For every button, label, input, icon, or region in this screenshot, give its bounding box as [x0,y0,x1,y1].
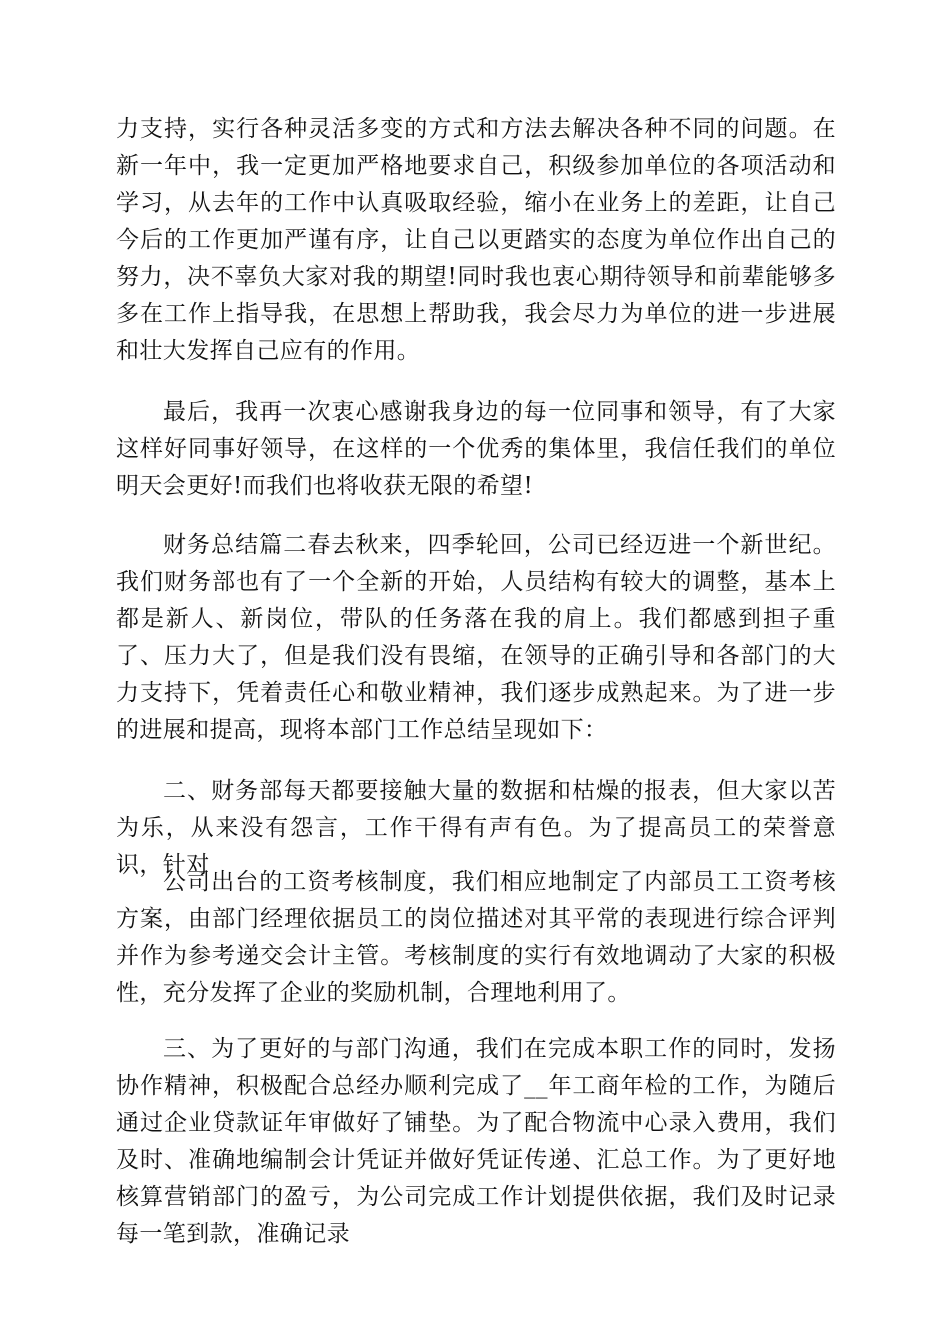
paragraph-section-two: 二、财务部每天都要接触大量的数据和枯燥的报表，但大家以苦为乐，从来没有怨言，工作干得有声有色。为了提高员工的荣誉意识，针对 [116,778,836,878]
paragraph-salary-assessment: 公司出台的工资考核制度，我们相应地制定了内部员工工资考核方案，由部门经理依据员工的岗位描述对其平常的表现进行综合评判并作为参考递交会计主管。考核制度的实行有效地调动了大家的积极性，充分发挥了企业的奖励机制，合理地利用了。 [116,869,836,1006]
paragraph-continuation: 力支持，实行各种灵活多变的方式和方法去解决各种不同的问题。在新一年中，我一定更加严格地要求自己，积级参加单位的各项活动和学习，从去年的工作中认真吸取经验，缩小在业务上的差距，让自己今后的工作更加严谨有序，让自己以更踏实的态度为单位作出自己的努力，决不辜负大家对我的期望!同时我也衷心期待领导和前辈能够多多在工作上指导我，在思想上帮助我，我会尽力为单位的进一步进展和壮大发挥自己应有的作用。 [116,116,836,364]
paragraph-section-three: 三、为了更好的与部门沟通，我们在完成本职工作的同时，发扬协作精神，积极配合总经办顺利完成了__年工商年检的工作，为随后通过企业贷款证年审做好了铺垫。为了配合物流中心录入费用，我们及时、准确地编制会计凭证并做好凭证传递、汇总工作。为了更好地核算营销部门的盈亏，为公司完成工作计划提供依据，我们及时记录每一笔到款，准确记录 [116,1036,836,1247]
paragraph-closing-thanks: 最后，我再一次衷心感谢我身边的每一位同事和领导，有了大家这样好同事好领导，在这样的一个优秀的集体里，我信任我们的单位明天会更好!而我们也将收获无限的希望! [116,399,836,499]
paragraph-summary-part-two: 财务总结篇二春去秋来，四季轮回，公司已经迈进一个新世纪。我们财务部也有了一个全新的开始，人员结构有较大的调整，基本上都是新人、新岗位，带队的任务落在我的肩上。我们都感到担子重了、压力大了，但是我们没有畏缩，在领导的正确引导和各部门的大力支持下，凭着责任心和敬业精神，我们逐步成熟起来。为了进一步的进展和提高，现将本部门工作总结呈现如下： [116,532,836,743]
